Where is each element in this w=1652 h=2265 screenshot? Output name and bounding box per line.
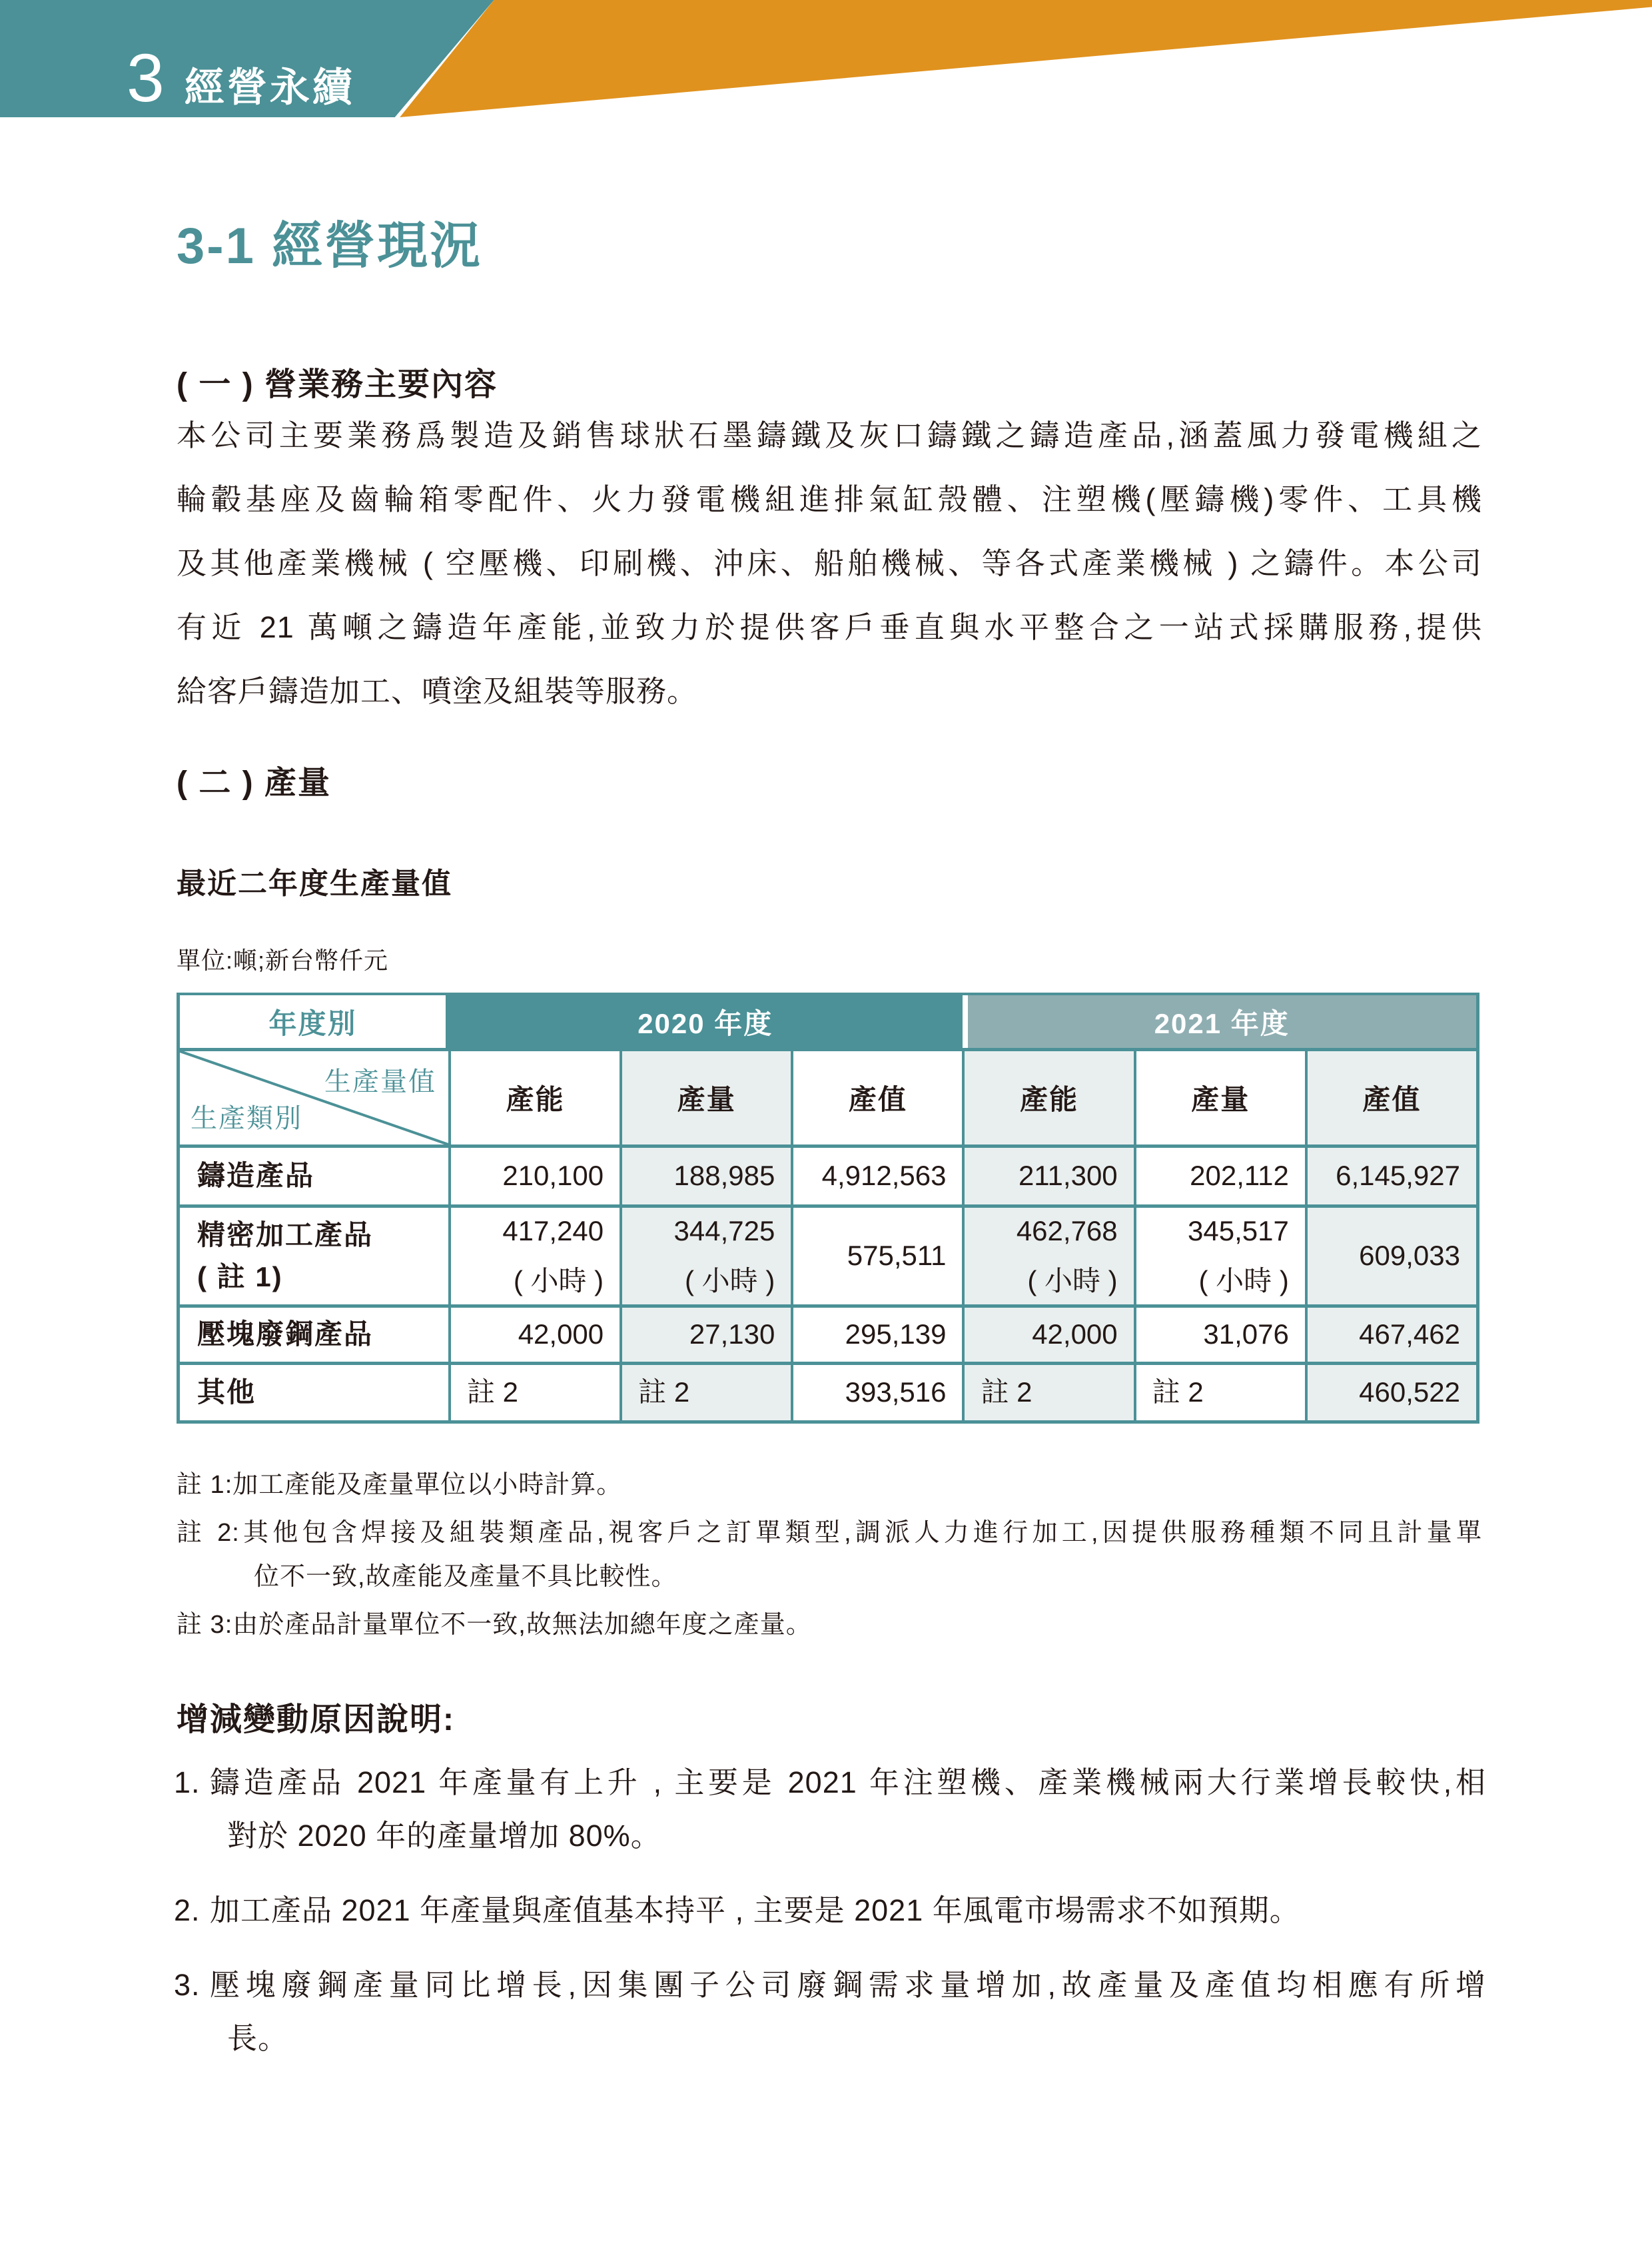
note-2: [177, 1511, 1495, 1599]
section-business-heading: ( 一 ) 營業務主要內容: [177, 367, 498, 402]
list-item: [174, 1756, 1486, 1863]
paragraph-line: 及其他產業機械 ( 空壓機、印刷機、沖床、船舶機械、等各式產業機械 ) 之鑄件。本公司: [177, 546, 1482, 580]
page-title: 3-1 經營現況: [177, 218, 482, 274]
cell-value: 295,139: [791, 1308, 962, 1362]
list-item-line: 鑄造產品 2021 年產量有上升 , 主要是 2021 年注塑機、產業機械兩大行業增長較快,相: [210, 1765, 1486, 1799]
paragraph-line: 給客戶鑄造加工、噴塗及組裝等服務。: [177, 674, 698, 708]
cell-value: 393,516: [791, 1365, 962, 1420]
cell-value: 609,033: [1305, 1208, 1476, 1304]
year-2020-band: 2020 年度: [448, 995, 963, 1048]
diagonal-label-bottom: 生產類別: [191, 1104, 302, 1133]
col-header-output-2020: 產量: [620, 1051, 791, 1144]
cell-value: 345,517 ( 小時 ): [1134, 1208, 1305, 1304]
note-2-line-2: 位不一致,故產能及產量不具比較性。: [254, 1563, 677, 1591]
cell-value: 460,522: [1305, 1365, 1476, 1420]
paragraph-line: 輪轂基座及齒輪箱零配件、火力發電機組進排氣缸殼體、注塑機(壓鑄機)零件、工具機: [177, 482, 1482, 516]
cell-value: 註 2: [1134, 1365, 1305, 1420]
row-label: 鑄造產品: [197, 1160, 315, 1192]
cell-value: 344,725 ( 小時 ): [620, 1208, 791, 1304]
chapter-banner: [0, 0, 1652, 117]
cell-value: 202,112: [1134, 1148, 1305, 1204]
cell-value: 註 2: [620, 1365, 791, 1420]
table-notes: [177, 1463, 1495, 1651]
table-header-metric-row: [177, 1051, 1479, 1148]
diagonal-header-cell: [180, 1051, 448, 1144]
cell-value: 6,145,927: [1305, 1148, 1476, 1204]
list-item: [174, 1884, 1486, 1937]
list-item-line: 加工產品 2021 年產量與產值基本持平 , 主要是 2021 年風電市場需求不如預期。: [210, 1893, 1300, 1927]
chapter-title: 經營永續: [184, 65, 355, 110]
cell-value: 註 2: [962, 1365, 1133, 1420]
cell-value: 210,100: [448, 1148, 620, 1204]
chapter-heading: [127, 40, 355, 116]
col-header-capacity-2020: 產能: [448, 1051, 620, 1144]
diagonal-label-top: 生產量值: [324, 1067, 436, 1097]
paragraph-line: 有近 21 萬噸之鑄造年產能,並致力於提供客戶垂直與水平整合之一站式採購服務,提供: [177, 610, 1482, 644]
col-header-capacity-2021: 產能: [962, 1051, 1133, 1144]
list-item-line: 壓塊廢鋼產量同比增長,因集團子公司廢鋼需求量增加,故產量及產值均相應有所增: [210, 1968, 1486, 2002]
cell-value: 211,300: [962, 1148, 1133, 1204]
section-production-heading: ( 二 ) 產量: [177, 765, 331, 801]
cell-value: 42,000: [448, 1308, 620, 1362]
list-item: [174, 1959, 1486, 2065]
cell-value: 462,768 ( 小時 ): [962, 1208, 1133, 1304]
cell-value: 417,240 ( 小時 ): [448, 1208, 620, 1304]
row-label: 其他: [197, 1376, 256, 1408]
table-row: [177, 1365, 1479, 1424]
cell-value: 42,000: [962, 1308, 1133, 1362]
production-table: [177, 993, 1479, 1424]
year-2021-band: 2021 年度: [963, 995, 1477, 1048]
unit-label: 單位:噸;新台幣仟元: [177, 947, 389, 974]
cell-value: 註 2: [448, 1365, 620, 1420]
list-item-marker: 3.: [174, 1968, 201, 2002]
reasons-list: [174, 1756, 1486, 2086]
cell-value: 4,912,563: [791, 1148, 962, 1204]
col-header-value-2021: 產值: [1305, 1051, 1476, 1144]
note-1: 註 1:加工產能及產量單位以小時計算。: [177, 1471, 623, 1499]
table-row: [177, 1308, 1479, 1365]
cell-value: 31,076: [1134, 1308, 1305, 1362]
list-item-marker: 1.: [174, 1765, 201, 1799]
cell-value: 27,130: [620, 1308, 791, 1362]
note-2-line-1: 註 2:其他包含焊接及組裝類產品,視客戶之訂單類型,調派人力進行加工,因提供服務種類不同且計量單: [177, 1519, 1482, 1547]
corner-year-cell: 年度別: [180, 995, 448, 1048]
paragraph-line: 本公司主要業務爲製造及銷售球狀石墨鑄鐵及灰口鑄鐵之鑄造產品,涵蓋風力發電機組之: [177, 418, 1482, 452]
business-paragraph: [177, 404, 1482, 723]
row-label: 壓塊廢鋼產品: [197, 1318, 374, 1350]
table-row: [177, 1208, 1479, 1308]
cell-value: 467,462: [1305, 1308, 1476, 1362]
cell-value: 575,511: [791, 1208, 962, 1304]
production-subheading: 最近二年度生產量值: [177, 867, 452, 900]
chapter-number: 3: [127, 40, 165, 116]
list-item-marker: 2.: [174, 1893, 201, 1927]
list-item-line: 長。: [227, 2021, 289, 2055]
table-header-year-row: [177, 993, 1479, 1051]
note-3: 註 3:由於產品計量單位不一致,故無法加總年度之產量。: [177, 1611, 812, 1639]
table-row: [177, 1148, 1479, 1208]
cell-value: 188,985: [620, 1148, 791, 1204]
reasons-heading: 增減變動原因說明:: [177, 1702, 455, 1737]
list-item-line: 對於 2020 年的產量增加 80%。: [227, 1819, 661, 1853]
col-header-output-2021: 產量: [1134, 1051, 1305, 1144]
col-header-value-2020: 產值: [791, 1051, 962, 1144]
row-label: 精密加工產品 ( 註 1): [197, 1219, 374, 1292]
